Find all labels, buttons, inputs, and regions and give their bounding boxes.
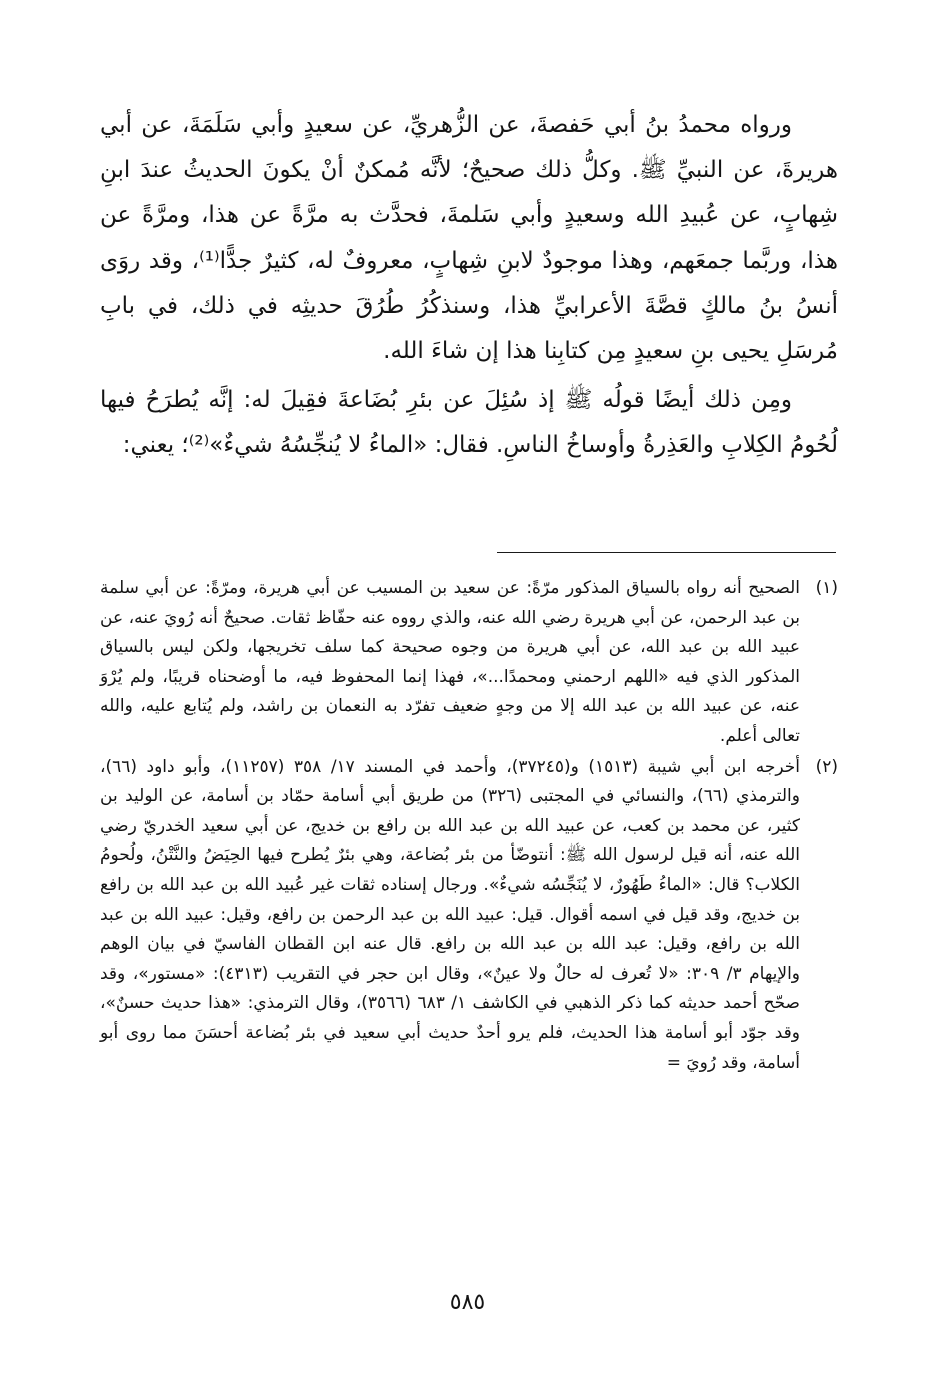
main-text-body <box>100 103 838 469</box>
footnote-text: الصحيح أنه رواه بالسياق المذكور مرّةً: عن سعيد بن المسيب عن أبي هريرة، ومرّةً: عن أبي سلمة بن عبد الرحمن، عن أبي هريرة رضي الله عنه، والذي رووه عنه حفّاظ ثقات. صحيحٌ أنه رُويَ عنه، عن عبيد الله بن عبد الله، عن أبي هريرة من وجوه صحيحة كما سلف تخريجها، ولكن ليس بالسياق المذكور الذي فيه «اللهم ارحمني ومحمدًا...»، فهذا إنما المحفوظ فيه، ما أوضحناه قريبًا، ولم يُرْوَ عنه، عن عبيد الله بن عبد الله إلا من وجهٍ ضعيف تفرّد به النعمان بن راشد، ولم يُتابع عليه، والله تعالى أعلم. <box>100 578 800 746</box>
footnote-text: أخرجه ابن أبي شيبة (١٥١٣) و(٣٧٢٤٥)، وأحمد في المسند ١٧/ ٣٥٨ (١١٢٥٧)، وأبو داود (٦٦)، والترمذي (٦٦)، والنسائي في المجتبى (٣٢٦) من طريق أبي أسامة حمّاد بن أسامة، عن الوليد بن كثير، عن محمد بن كعب، عن عبيد الله بن عبد الله بن رافع بن خديج، عن أبي سعيد الخدريّ رضي الله عنه، أنه قيل لرسول الله ﷺ: أنتوضّأ من بئر بُضاعة، وهي بئرٌ يُطرح فيها الحِيَضُ والنَّتْنُ، ولُحومُ الكلاب؟ قال: «الماءُ طَهُورٌ، لا يُنَجِّسُه شيءٌ». ورجال إسناده ثقات غير عُبيد الله بن عبد الله بن رافع بن خديج، وقد قيل في اسمه أقوال. قيل: عبيد الله بن عبد الرحمن بن رافع، وقيل: عبيد الله بن عبد الله بن رافع، وقيل: عبد الله بن عبد الله بن رافع. قال عنه ابن القطان الفاسيّ في بيان الوهم والإيهام ٣/ ٣٠٩: «لا تُعرف له حالٌ ولا عينٌ»، وقال ابن حجر في التقريب (٤٣١٣): «مستور»، وقد صحّح أحمد حديثه كما ذكر الذهبي في الكاشف ١/ ٦٨٣ (٣٥٦٦)، وقال الترمذي: «هذا حديث حسنٌ»، وقد جوّد أبو أسامة هذا الحديث، فلم يرو أحدٌ حديث أبي سعيد في بئر بُضاعة أحسَنَ مما روى أبو أسامة، وقد رُويَ = <box>100 756 801 1073</box>
footnote-number: (٢) <box>815 756 838 777</box>
page-number: ٥٨٥ <box>449 1290 486 1315</box>
footnote-1 <box>100 574 838 752</box>
main-paragraph-2: ومِن ذلك أيضًا قولُه ﷺ إذ سُئِلَ عن بئرِ بُضَاعةَ فقِيلَ له: إنَّه يُطرَحُ فيها لُحُومُ الكِلابِ والعَذِرةُ وأوساخُ الناسِ. فقال: «الماءُ لا يُنجِّسُهُ شيءٌ»⁽²⁾؛ يعني: <box>100 387 838 459</box>
footnote-number: (١) <box>815 578 838 598</box>
footnote-separator <box>497 552 836 553</box>
footnote-2 <box>100 753 838 1079</box>
footnotes-section <box>100 574 838 1078</box>
main-paragraph-1: ورواه محمدُ بنُ أبي حَفصةَ، عن الزُّهريِّ، عن سعيدٍ وأبي سَلَمَةَ، عن أبي هريرةَ، عن النبيِّ ﷺ. وكلُّ ذلك صحيحٌ؛ لأنَّه مُمكنٌ أنْ يكونَ الحديثُ عندَ ابنِ شِهابٍ، عن عُبيدِ الله وسعيدٍ وأبي سَلمةَ، فحدَّث به مرَّةً عن هذا، ومرَّةً عن هذا، وربَّما جمعَهم، وهذا موجودٌ لابنِ شِهابٍ، معروفٌ له، كثيرٌ جدًّا⁽¹⁾، وقد روَى أنسُ بنُ مالكٍ قصَّةَ الأعرابيِّ هذا، وسنذكُرُ طُرُقَ حديثِه في ذلك، في بابِ مُرسَلِ يحيى بنِ سعيدٍ مِن كتابِنا هذا إن شاءَ الله. <box>100 112 838 365</box>
